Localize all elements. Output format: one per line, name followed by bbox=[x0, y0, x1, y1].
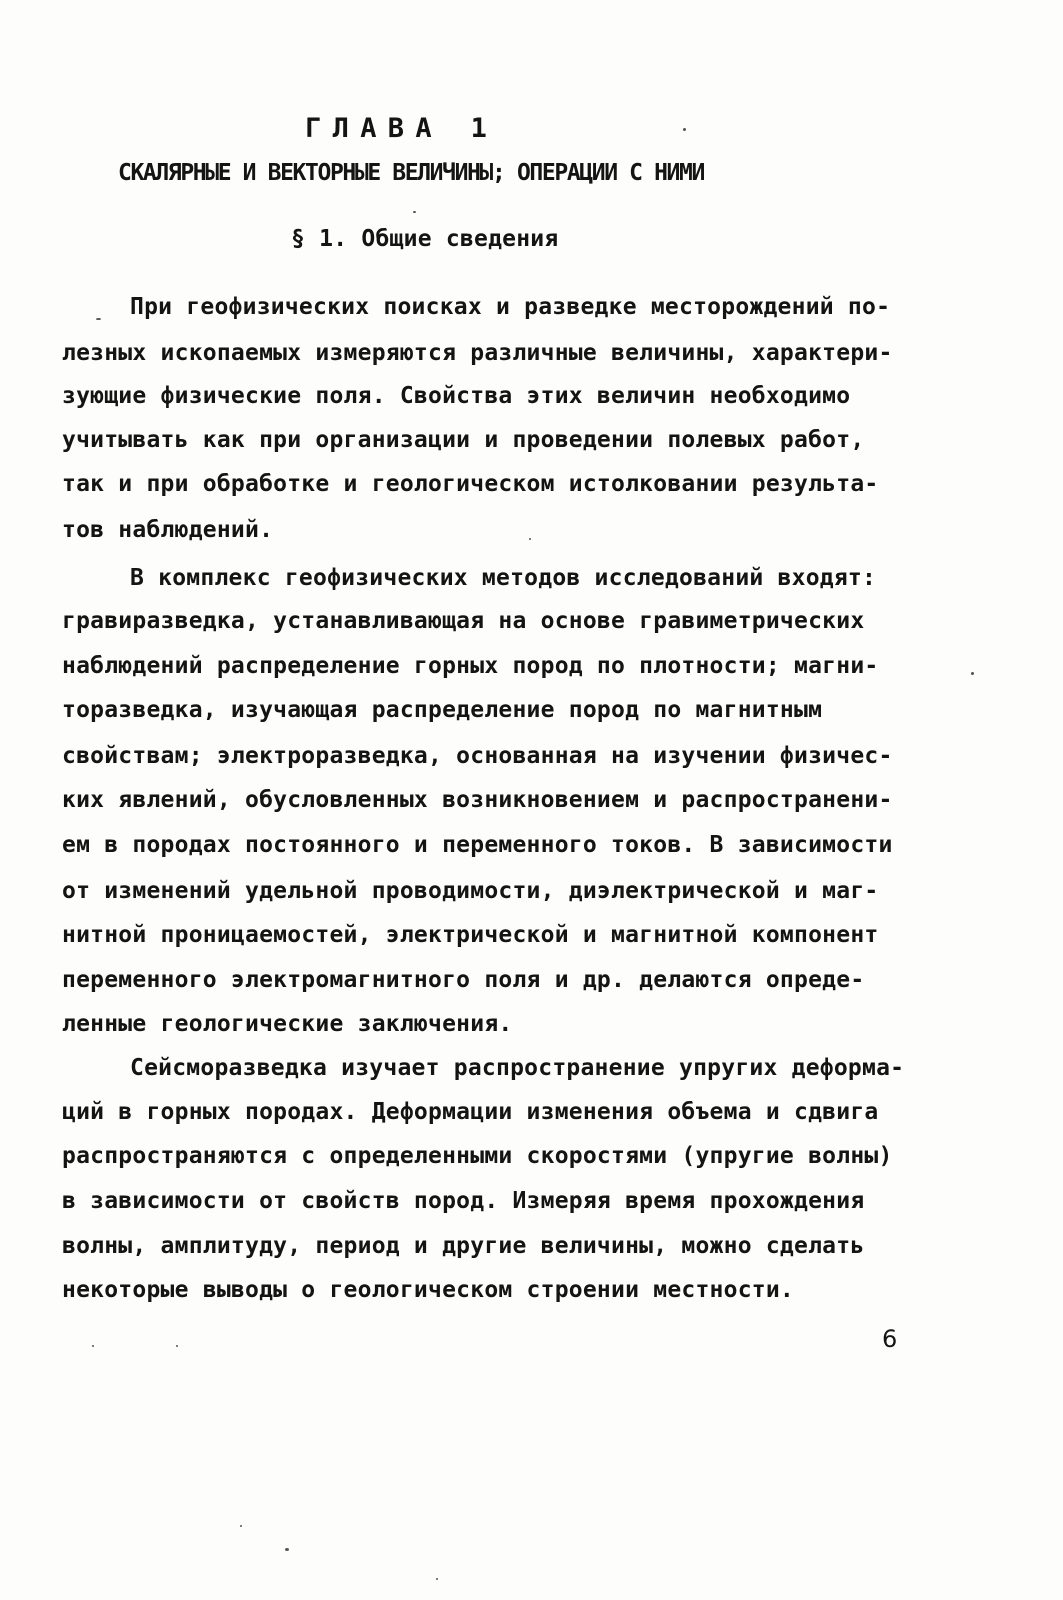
paragraph-line: в зависимости от свойств пород. Измеряя время прохождения bbox=[62, 1188, 865, 1214]
scan-speck bbox=[436, 1578, 438, 1580]
paragraph-line: гравиразведка, устанавливающая на основе гравиметрических bbox=[62, 608, 865, 634]
paragraph-line: ем в породах постоянного и переменного токов. В зависимости bbox=[62, 832, 893, 858]
paragraph-line: распространяются с определенными скоростями (упругие волны) bbox=[62, 1143, 893, 1169]
scan-speck bbox=[971, 672, 974, 675]
paragraph-line: Сейсморазведка изучает распространение упругих деформа- bbox=[130, 1055, 905, 1081]
paragraph-line: нитной проницаемостей, электрической и магнитной компонент bbox=[62, 922, 879, 948]
paragraph-line: В комплекс геофизических методов исследований входят: bbox=[130, 565, 877, 591]
scan-speck bbox=[413, 211, 416, 213]
paragraph-line: При геофизических поисках и разведке месторождений по- bbox=[130, 294, 891, 320]
paragraph-line: зующие физические поля. Свойства этих величин необходимо bbox=[62, 383, 851, 409]
chapter-label: ГЛАВА 1 bbox=[305, 113, 499, 144]
chapter-title: СКАЛЯРНЫЕ И ВЕКТОРНЫЕ ВЕЛИЧИНЫ; ОПЕРАЦИИ С НИМИ bbox=[118, 160, 704, 186]
paragraph-line: учитывать как при организации и проведении полевых работ, bbox=[62, 427, 865, 453]
page-number: 6 bbox=[882, 1325, 898, 1353]
scan-speck bbox=[176, 1345, 178, 1347]
paragraph-line: волны, амплитуду, период и другие величины, можно сделать bbox=[62, 1233, 865, 1259]
paragraph-line: свойствам; электроразведка, основанная на изучении физичес- bbox=[62, 743, 893, 769]
paragraph-line: так и при обработке и геологическом истолковании результа- bbox=[62, 471, 879, 497]
paragraph-line: лезных ископаемых измеряются различные величины, характери- bbox=[62, 340, 893, 366]
paragraph-line: от изменений удельной проводимости, диэлектрической и маг- bbox=[62, 878, 879, 904]
scan-speck bbox=[92, 1345, 94, 1347]
scan-speck bbox=[96, 318, 101, 320]
paragraph-line: некоторые выводы о геологическом строении местности. bbox=[62, 1277, 795, 1303]
paragraph-line: переменного электромагнитного поля и др. делаются опреде- bbox=[62, 967, 865, 993]
scan-speck bbox=[683, 128, 686, 131]
paragraph-line: ленные геологические заключения. bbox=[62, 1011, 513, 1037]
paragraph-line: ких явлений, обусловленных возникновением и распространени- bbox=[62, 787, 893, 813]
paragraph-line: наблюдений распределение горных пород по плотности; магни- bbox=[62, 653, 879, 679]
paragraph-line: ций в горных породах. Деформации изменения объема и сдвига bbox=[62, 1099, 879, 1125]
paragraph-line: торазведка, изучающая распределение пород по магнитным bbox=[62, 697, 823, 723]
section-title: § 1. Общие сведения bbox=[291, 226, 559, 252]
paragraph-line: тов наблюдений. bbox=[62, 517, 274, 543]
scan-speck bbox=[285, 1548, 289, 1551]
scan-speck bbox=[529, 538, 531, 540]
scan-speck bbox=[240, 1525, 242, 1527]
